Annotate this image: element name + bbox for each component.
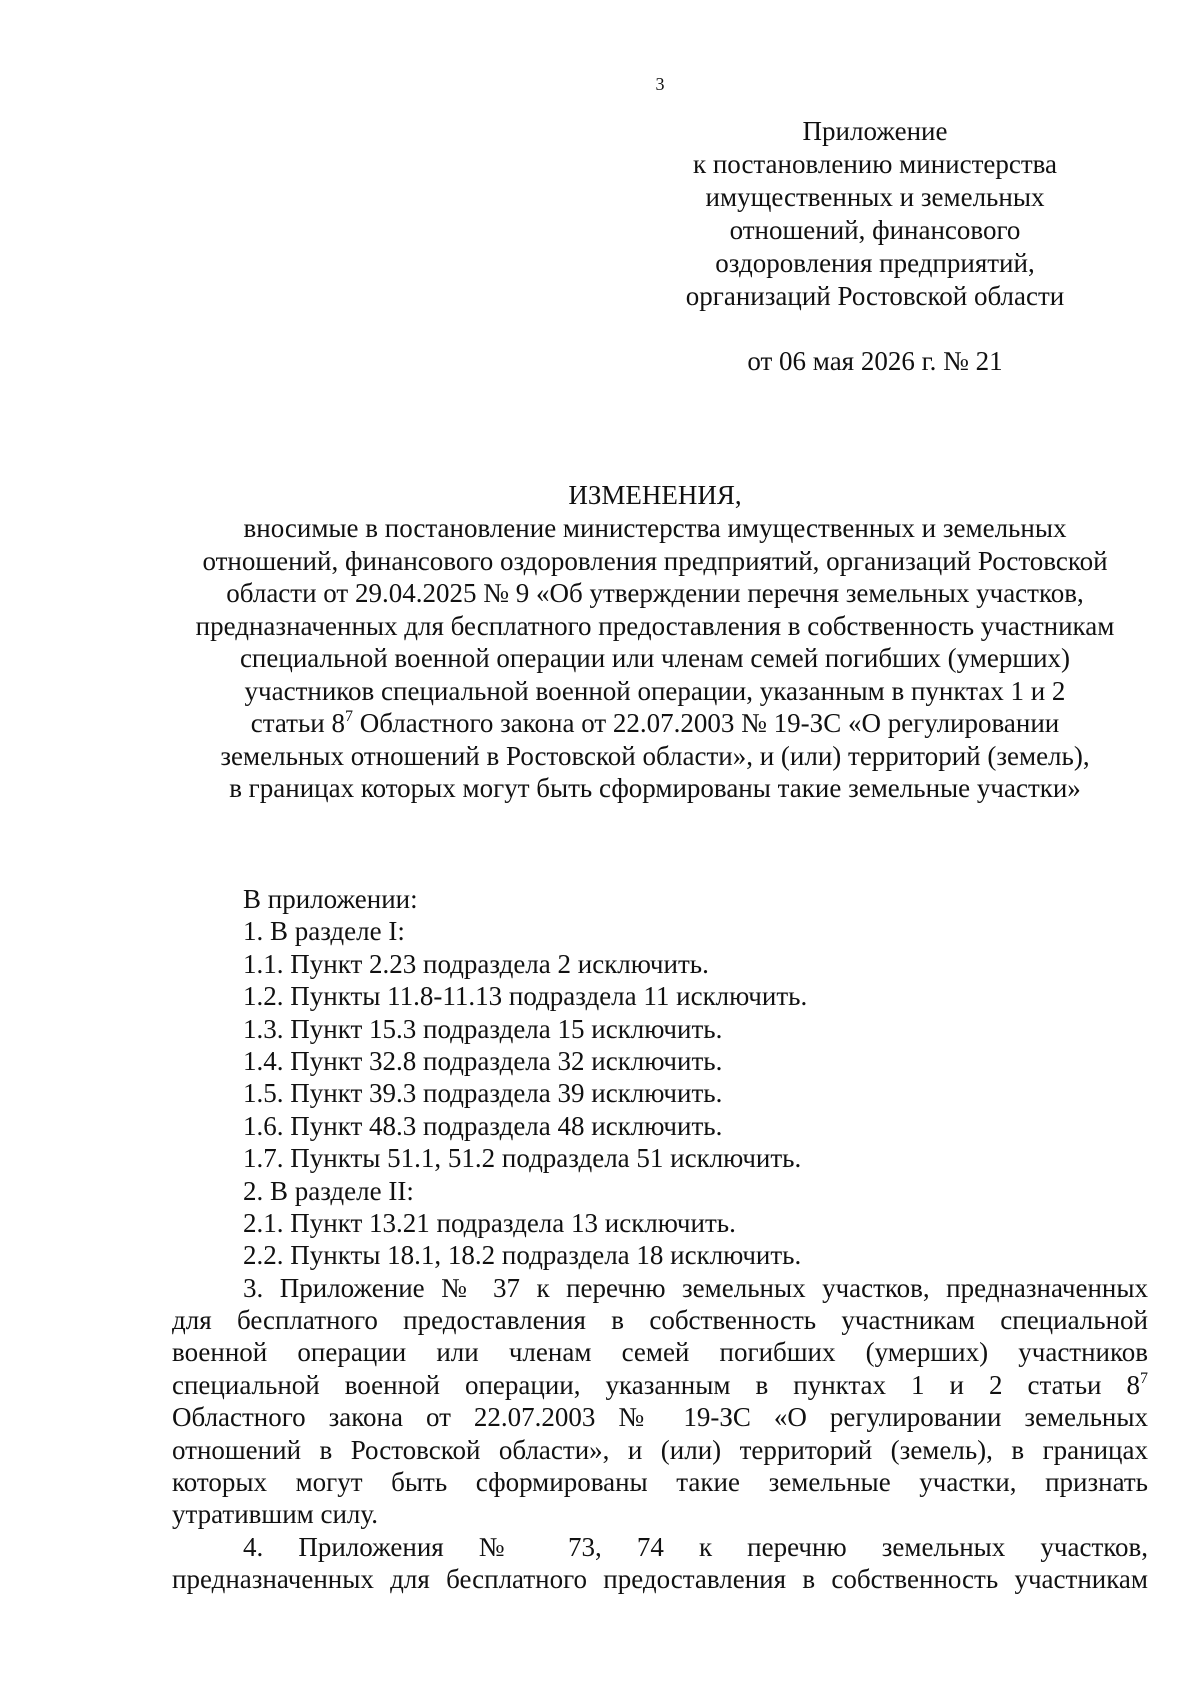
title-line: предназначенных для бесплатного предоставления в собственность участникам [195, 610, 1115, 641]
appendix-line: к постановлению министерства [692, 149, 1058, 179]
list-item: 1.3. Пункт 15.3 подраздела 15 исключить. [243, 1013, 723, 1044]
paragraph-3 [172, 1272, 1148, 1531]
title-line: отношений, финансового оздоровления предприятий, организаций Ростовской [202, 545, 1108, 576]
list-item: 2.2. Пункты 18.1, 18.2 подраздела 18 исключить. [243, 1240, 802, 1271]
title-line: участников специальной военной операции, указанным в пунктах 1 и 2 [244, 675, 1066, 706]
title-line [150, 707, 1160, 740]
appendix-line: имущественных и земельных [705, 182, 1045, 212]
title-line: специальной военной операции или членам семей погибших (умерших) [239, 643, 1071, 673]
paragraph-line: которых могут быть сформированы такие земельные участки, признать [172, 1467, 1148, 1498]
list-item: 2. В разделе II: [243, 1175, 414, 1206]
superscript: 7 [1140, 1369, 1148, 1387]
title-line: в границах которых могут быть сформированы такие земельные участки» [229, 773, 1081, 803]
paragraph-line: 3. Приложение № 37 к перечню земельных участков, предназначенных [243, 1272, 1148, 1303]
list-item: 1.7. Пункты 51.1, 51.2 подраздела 51 исключить. [243, 1143, 802, 1174]
list-item: 2.1. Пункт 13.21 подраздела 13 исключить. [243, 1207, 736, 1238]
title-heading: ИЗМЕНЕНИЯ, [568, 480, 742, 510]
appendix-date: от 06 мая 2026 г. № 21 [747, 346, 1003, 376]
appendix-line: организаций Ростовской области [685, 281, 1065, 311]
document-title [150, 478, 1160, 805]
paragraph-line: 4. Приложения № 73, 74 к перечню земельных участков, [243, 1531, 1148, 1562]
title-text: статьи 8 [250, 708, 345, 738]
paragraph-line [172, 1369, 1148, 1401]
paragraph-line: отношений в Ростовской области», и (или) территорий (земель), в границах [172, 1434, 1148, 1465]
appendix-line: отношений, финансового [729, 215, 1021, 245]
paragraph-line: для бесплатного предоставления в собственность участникам специальной [172, 1305, 1148, 1336]
paragraph-text: специальной военной операции, указанным в пунктах 1 и 2 статьи 8 [172, 1369, 1140, 1400]
paragraph-line: Областного закона от 22.07.2003 № 19-ЗС «О регулировании земельных [172, 1402, 1148, 1433]
list-item: В приложении: [243, 884, 418, 914]
list-item: 1.5. Пункт 39.3 подраздела 39 исключить. [243, 1078, 723, 1109]
appendix-header [640, 115, 1110, 378]
list-item: 1.1. Пункт 2.23 подраздела 2 исключить. [243, 948, 709, 979]
list-item: 1.4. Пункт 32.8 подраздела 32 исключить. [243, 1045, 723, 1076]
title-line: вносимые в постановление министерства имущественных и земельных [243, 513, 1067, 543]
list-item: 1. В разделе I: [243, 916, 405, 947]
title-line: земельных отношений в Ростовской области», и (или) территорий (земель), [220, 740, 1090, 771]
paragraph-line: утратившим силу. [172, 1499, 378, 1530]
list-item: 1.2. Пункты 11.8-11.13 подраздела 11 исключить. [243, 981, 808, 1012]
list-item: 1.6. Пункт 48.3 подраздела 48 исключить. [243, 1110, 723, 1141]
title-line: области от 29.04.2025 № 9 «Об утверждении перечня земельных участков, [226, 578, 1084, 608]
paragraph-4 [172, 1531, 1148, 1596]
paragraph-line: военной операции или членам семей погибших (умерших) участников [172, 1337, 1148, 1368]
title-text: Областного закона от 22.07.2003 № 19-ЗС «О регулировании [352, 708, 1060, 738]
paragraph-line: предназначенных для бесплатного предоставления в собственность участникам [172, 1564, 1148, 1595]
page-number: 3 [655, 74, 665, 94]
superscript: 7 [344, 708, 353, 725]
document-body [0, 883, 1200, 1596]
appendix-line: Приложение [802, 116, 948, 146]
appendix-line: оздоровления предприятий, [715, 248, 1035, 278]
